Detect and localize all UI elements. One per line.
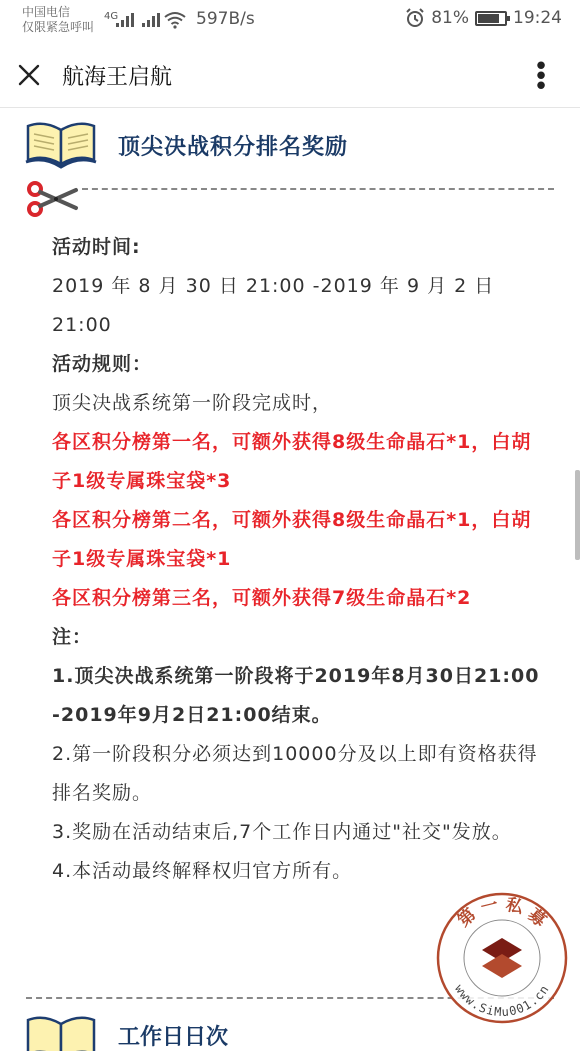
carrier-name: 中国电信 (22, 5, 71, 19)
battery-percent: 81% (431, 8, 469, 28)
note-3: 3.奖励在活动结束后,7个工作日内通过"社交"发放。 (52, 821, 512, 843)
seal-bottom-text: www.SiMu001.cn (452, 982, 552, 1020)
reward-third: 各区积分榜第三名，可额外获得7级生命晶石*2 (52, 587, 472, 609)
dashed-line (82, 188, 554, 190)
note-label: 注： (52, 626, 93, 648)
section-header (0, 110, 580, 176)
page-title: 航海王启航 (62, 65, 173, 90)
scissors-icon (26, 180, 80, 220)
time-label: 活动时间: (52, 236, 141, 258)
book-icon (24, 118, 98, 170)
time-value: 2019 年 8 月 30 日 21:00 -2019 年 9 月 2 日 21:00 (52, 275, 495, 336)
network-type: 4G (104, 11, 119, 22)
rules-intro: 顶尖决战系统第一阶段完成时， (52, 392, 333, 414)
wifi-icon (164, 11, 186, 29)
carrier-info (22, 5, 94, 35)
note-4: 4.本活动最终解释权归官方所有。 (52, 860, 353, 882)
status-right (405, 8, 562, 28)
nav-bar (0, 42, 580, 108)
note-2: 2.第一阶段积分必须达到10000分及以上即有资格获得排名奖励。 (52, 743, 538, 804)
next-section-title: 工作日日次 (118, 1025, 229, 1050)
cut-line-divider (26, 180, 554, 220)
battery-level (478, 14, 499, 23)
net-speed: 597B/s (196, 9, 255, 29)
seal-top-text: 第 一 私 募 (454, 894, 550, 932)
book-icon (24, 1012, 98, 1042)
note-1: 1.顶尖决战系统第一阶段将于2019年8月30日21:00 -2019年9月2日21:00结束。 (52, 665, 540, 726)
reward-second: 各区积分榜第二名，可额外获得8级生命晶石*1，白胡子1级专属珠宝袋*1 (52, 509, 532, 570)
status-bar (0, 0, 580, 42)
battery-icon (475, 11, 507, 26)
alarm-icon (405, 8, 425, 28)
article-body (52, 228, 546, 891)
emergency-only-text: 仅限紧急呼叫 (22, 20, 95, 34)
scrollbar[interactable] (575, 470, 580, 560)
close-icon[interactable] (14, 60, 44, 90)
clock: 19:24 (513, 8, 562, 28)
reward-first: 各区积分榜第一名，可额外获得8级生命晶石*1，白胡子1级专属珠宝袋*3 (52, 431, 532, 492)
more-icon[interactable]: • • • (533, 52, 551, 102)
rules-label: 活动规则： (52, 353, 153, 375)
section-title: 顶尖决战积分排名奖励 (118, 135, 349, 160)
watermark-seal (432, 892, 572, 1024)
